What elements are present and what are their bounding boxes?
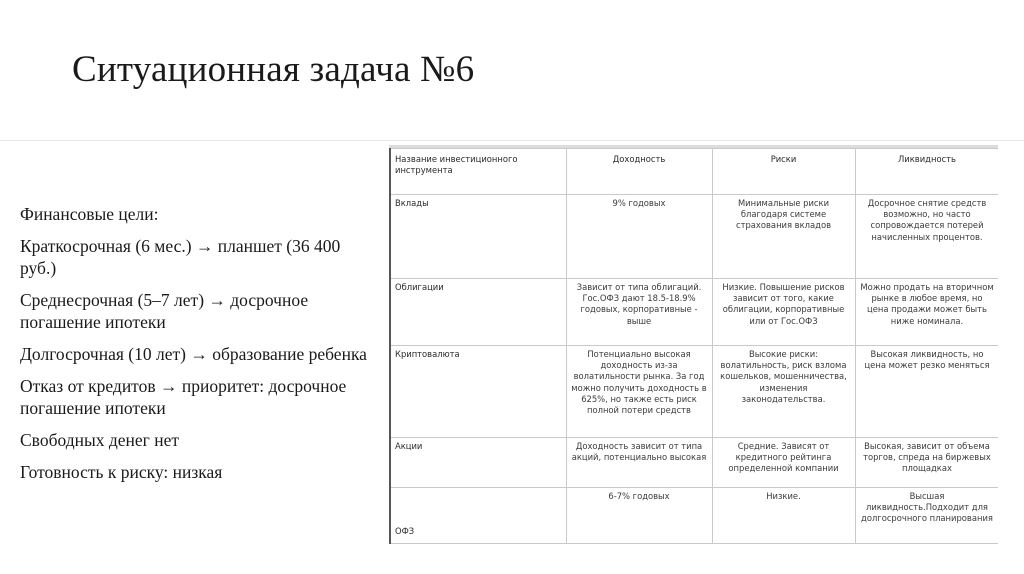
goal-item: Долгосрочная (10 лет) → образование ребенка bbox=[20, 344, 367, 364]
goal-item: Краткосрочная (6 мес.) → планшет (36 400 руб.) bbox=[20, 236, 341, 278]
liquidity-cell: Досрочное снятие средств возможно, но часто сопровождается потерей начисленных процентов. bbox=[855, 195, 998, 279]
investment-table-image bbox=[389, 145, 998, 573]
table-row bbox=[390, 346, 998, 438]
investment-comparison-table bbox=[389, 148, 998, 544]
column-header-yield: Доходность bbox=[566, 149, 712, 195]
instrument-name: ОФЗ bbox=[390, 488, 566, 544]
yield-cell: Доходность зависит от типа акций, потенциально высокая bbox=[566, 438, 712, 488]
table-header-row bbox=[390, 149, 998, 195]
table-row bbox=[390, 195, 998, 279]
risk-cell: Минимальные риски благодаря системе страхования вкладов bbox=[712, 195, 855, 279]
goal-item: Свободных денег нет bbox=[20, 430, 180, 450]
risk-cell: Средние. Зависят от кредитного рейтинга определенной компании bbox=[712, 438, 855, 488]
liquidity-cell: Можно продать на вторичном рынке в любое время, но цена продажи может быть ниже номинала. bbox=[855, 279, 998, 346]
title-divider bbox=[0, 140, 1024, 141]
instrument-name: Облигации bbox=[390, 279, 566, 346]
liquidity-cell: Высшая ликвидность.Подходит для долгосрочного планирования bbox=[855, 488, 998, 544]
goal-item: Готовность к риску: низкая bbox=[20, 462, 223, 482]
instrument-name: Вклады bbox=[390, 195, 566, 279]
table-row bbox=[390, 279, 998, 346]
risk-cell: Высокие риски: волатильность, риск взлома кошельков, мошенничества, изменения законодательства. bbox=[712, 346, 855, 438]
yield-cell: Потенциально высокая доходность из-за волатильности рынка. За год можно получить доходность в 625%, но также есть риск полной потери средств bbox=[566, 346, 712, 438]
risk-cell: Низкие. bbox=[712, 488, 855, 544]
instrument-name: Криптовалюта bbox=[390, 346, 566, 438]
slide-title: Ситуационная задача №6 bbox=[72, 49, 475, 90]
liquidity-cell: Высокая, зависит от объема торгов, спреда на биржевых площадках bbox=[855, 438, 998, 488]
financial-goals bbox=[20, 203, 375, 493]
instrument-name: Акции bbox=[390, 438, 566, 488]
liquidity-cell: Высокая ликвидность, но цена может резко меняться bbox=[855, 346, 998, 438]
yield-cell: 9% годовых bbox=[566, 195, 712, 279]
goal-item: Среднесрочная (5–7 лет) → досрочное погашение ипотеки bbox=[20, 290, 309, 332]
table-row bbox=[390, 488, 998, 544]
risk-cell: Низкие. Повышение рисков зависит от того, какие облигации, корпоративные или от Гос.ОФЗ bbox=[712, 279, 855, 346]
column-header-instrument: Название инвестиционного инструмента bbox=[390, 149, 566, 195]
goal-item: Отказ от кредитов → приоритет: досрочное погашение ипотеки bbox=[20, 376, 347, 418]
yield-cell: Зависит от типа облигаций. Гос.ОФЗ дают 18.5-18.9% годовых, корпоративные - выше bbox=[566, 279, 712, 346]
column-header-liquidity: Ликвидность bbox=[855, 149, 998, 195]
goals-heading: Финансовые цели: bbox=[20, 204, 159, 224]
table-row bbox=[390, 438, 998, 488]
column-header-risks: Риски bbox=[712, 149, 855, 195]
yield-cell: 6-7% годовых bbox=[566, 488, 712, 544]
